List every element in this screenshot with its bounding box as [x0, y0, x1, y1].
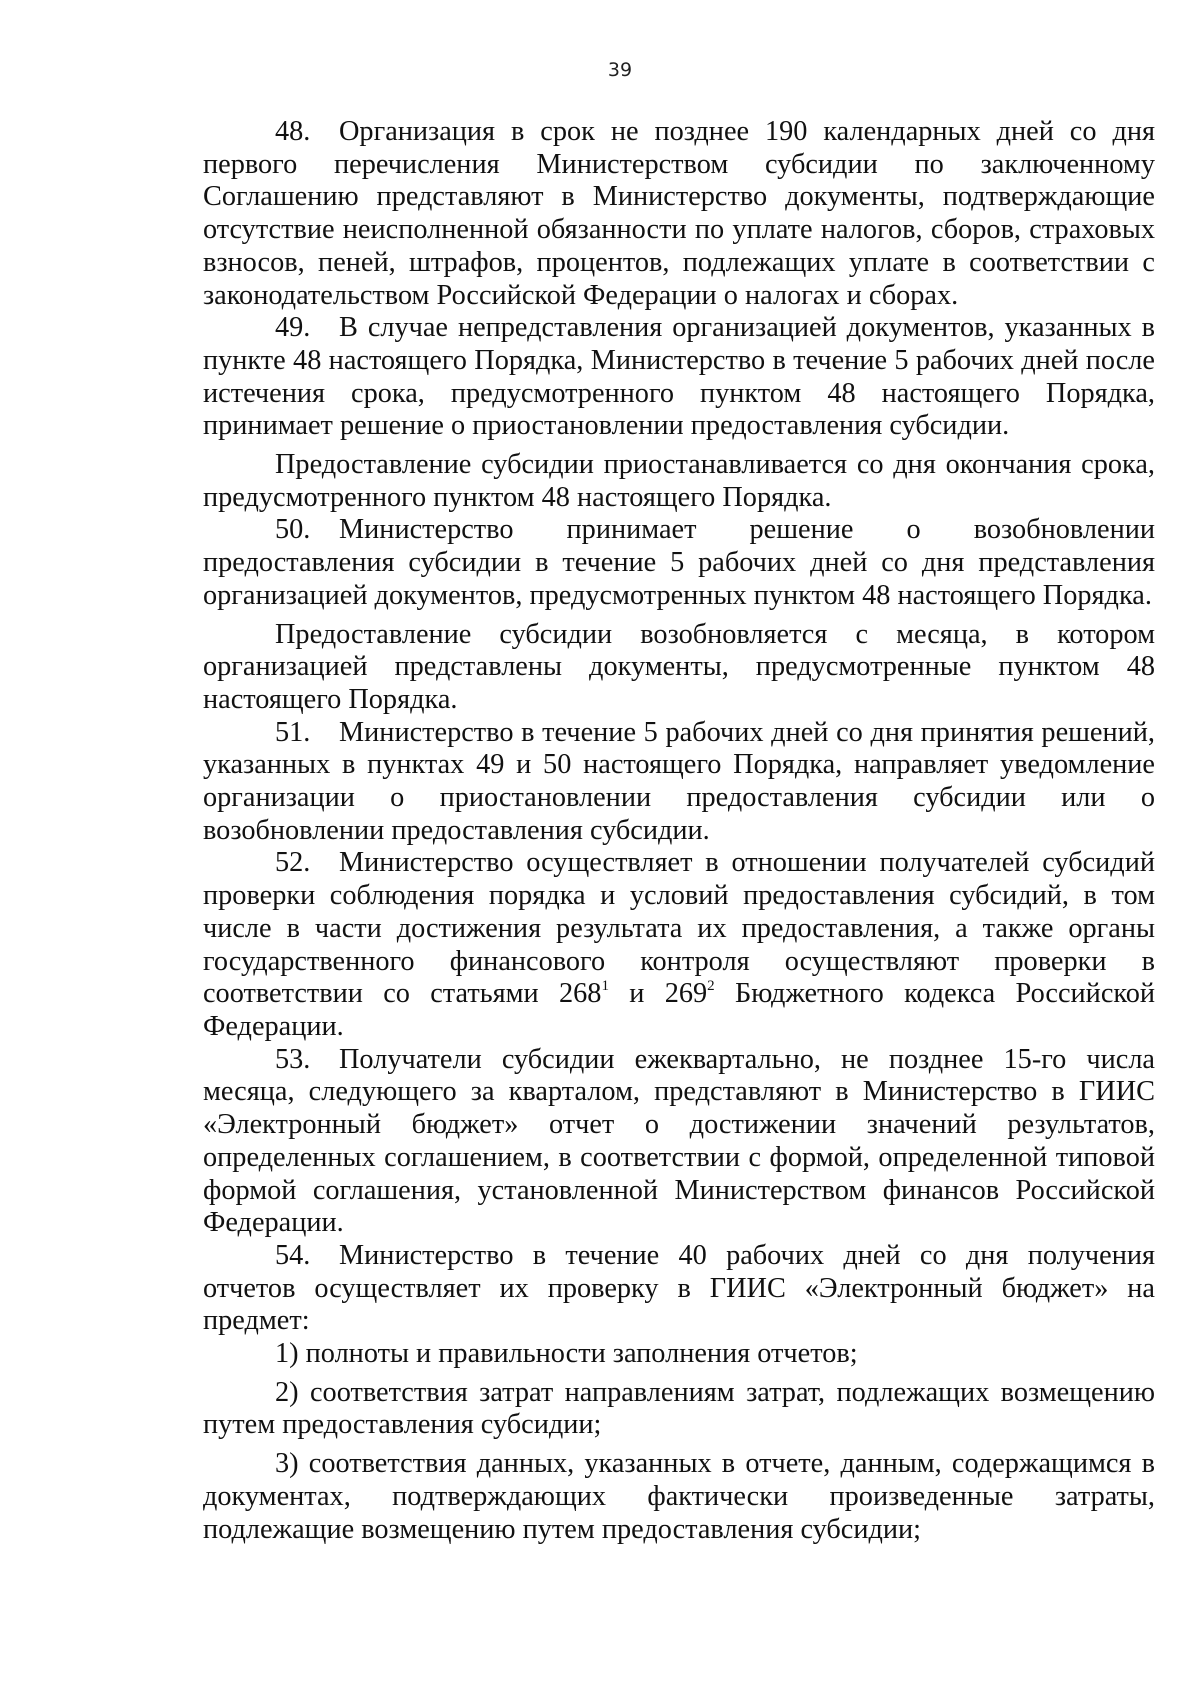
- paragraph-54: [203, 1240, 1155, 1338]
- paragraph-number: 51.: [275, 716, 311, 748]
- paragraph-text: Предоставление субсидии возобновляется с месяца, в котором организацией представлены документы, предусмотренные пунктом 48 настоящего Порядка.: [203, 618, 1155, 715]
- paragraph-text: Министерство в течение 5 рабочих дней со дня принятия решений, указанных в пунктах 49 и 50 настоящего Порядка, направляет уведомление организации о приостановлении предоставления субсидии или о возобновлении предоставления субсидии.: [203, 716, 1155, 846]
- paragraph-49-continuation: [203, 449, 1155, 514]
- paragraph-text: Министерство в течение 40 рабочих дней со дня получения отчетов осуществляет их проверку в ГИИС «Электронный бюджет» на предмет:: [203, 1239, 1155, 1337]
- paragraph-50-continuation: [203, 619, 1155, 717]
- list-item-text: 3) соответствия данных, указанных в отчете, данным, содержащимся в документах, подтверждающих фактически произведенные затраты, подлежащие возмещению путем предоставления субсидии;: [203, 1448, 1155, 1545]
- paragraph-text-part: Бюджетного кодекса Российской Федерации.: [203, 978, 1155, 1042]
- page-number: 39: [607, 59, 633, 81]
- superscript-2: 2: [707, 978, 715, 995]
- paragraph-text: Организация в срок не позднее 190 календарных дней со дня первого перечисления Министерством субсидии по заключенному Соглашению представляют в Министерство документы, подтверждающие отсутствие неисполненной обязанности по уплате налогов, сборов, страховых взносов, пеней, штрафов, процентов, подлежащих уплате в соответствии с законодательством Российской Федерации о налогах и сборах.: [203, 116, 1155, 311]
- paragraph-52: [203, 847, 1155, 1043]
- list-item-3: [203, 1448, 1155, 1546]
- paragraph-text: В случае непредставления организацией документов, указанных в пункте 48 настоящего Порядка, Министерство в течение 5 рабочих дней после истечения срока, предусмотренного пунктом 48 настоящего Порядка, принимает решение о приостановлении предоставления субсидии.: [203, 312, 1155, 442]
- paragraph-text: Министерство принимает решение о возобновлении предоставления субсидии в течение 5 рабочих дней со дня представления организацией документов, предусмотренных пунктом 48 настоящего Порядка.: [203, 514, 1155, 611]
- paragraph-49: [203, 312, 1155, 443]
- paragraph-number: 48.: [275, 116, 311, 147]
- paragraph-51: [203, 717, 1155, 848]
- paragraph-number: 50.: [275, 514, 311, 546]
- list-item-2: [203, 1377, 1155, 1442]
- list-item-text: 2) соответствия затрат направлениям затрат, подлежащих возмещению путем предоставления субсидии;: [203, 1376, 1155, 1441]
- paragraph-number: 54.: [275, 1239, 311, 1271]
- paragraph-number: 52.: [275, 847, 311, 879]
- list-item-text: 1) полноты и правильности заполнения отчетов;: [275, 1338, 858, 1370]
- paragraph-text: Предоставление субсидии приостанавливается со дня окончания срока, предусмотренного пунктом 48 настоящего Порядка.: [203, 449, 1155, 513]
- paragraph-text: Получатели субсидии ежеквартально, не позднее 15-го числа месяца, следующего за кварталом, представляют в Министерство в ГИИС «Электронный бюджет» отчет о достижении значений результатов, определенных соглашением, в соответствии с формой, определенной типовой формой соглашения, установленной Министерством финансов Российской Федерации.: [203, 1043, 1155, 1239]
- superscript-1: 1: [601, 978, 609, 995]
- paragraph-50: [203, 514, 1155, 612]
- paragraph-text-part: и 269: [608, 978, 708, 1010]
- paragraph-text-part: Министерство осуществляет в отношении получателей субсидий проверки соблюдения порядка и условий предоставления субсидий, в том числе в части достижения результата их предоставления, а также органы государственного финансового контроля осуществляют проверки в соответствии со статьями 268: [203, 847, 1155, 1010]
- paragraph-number: 53.: [275, 1043, 311, 1075]
- paragraph-48: [203, 116, 1155, 312]
- list-item-1: [203, 1338, 1155, 1371]
- paragraph-number: 49.: [275, 312, 311, 344]
- document-body: [203, 116, 1155, 1546]
- paragraph-53: [203, 1044, 1155, 1240]
